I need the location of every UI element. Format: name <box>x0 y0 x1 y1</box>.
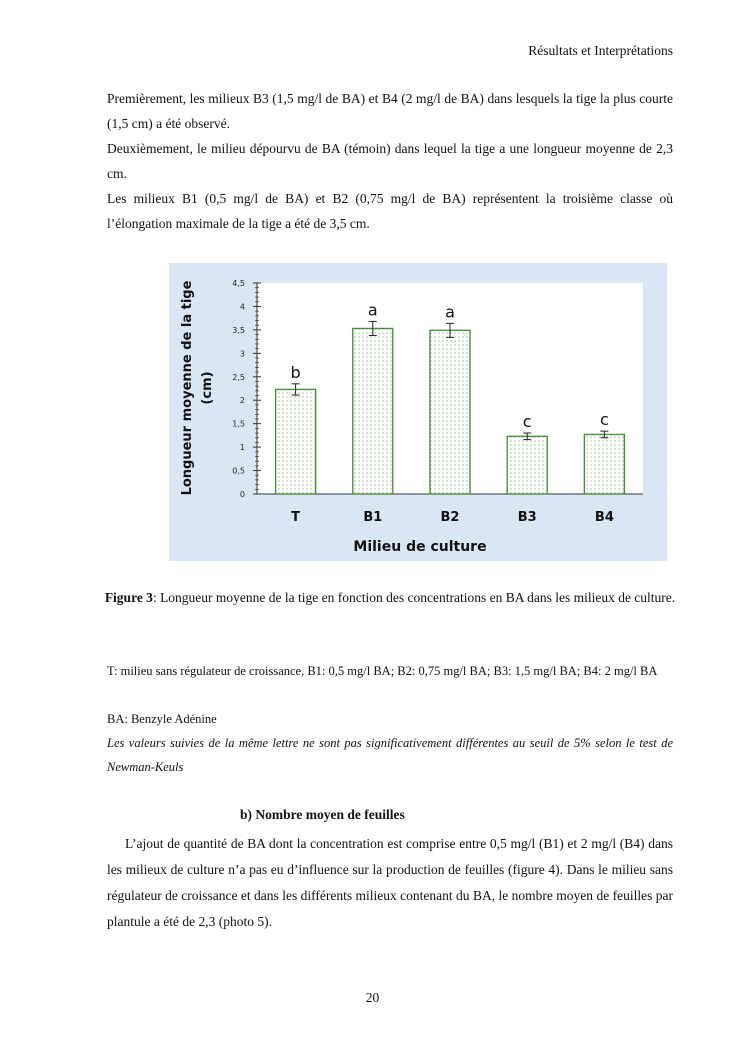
significance-letter-b3: c <box>522 412 532 432</box>
note-ba: BA: Benzyle Adénine <box>107 712 217 726</box>
bar-b3 <box>507 436 547 494</box>
note-statistics: Les valeurs suivies de la même lettre ne sont pas significativement différentes au seuil de 5% selon le test de Newman-Keuls <box>107 736 673 774</box>
y-tick-label: 0 <box>239 490 245 499</box>
bar-b4 <box>584 434 624 494</box>
figure-caption <box>95 585 685 610</box>
x-tick-label-b3: B3 <box>517 510 537 525</box>
figure-3-chart <box>169 263 667 561</box>
y-tick-label: 2 <box>239 396 245 406</box>
x-tick-label-b1: B1 <box>363 510 383 525</box>
note-abbreviations: T: milieu sans régulateur de croissance, B1: 0,5 mg/l BA; B2: 0,75 mg/l BA; B3: 1,5 mg/l BA; B4: 2 mg/l BA <box>107 664 658 678</box>
x-axis-label: Milieu de culture <box>353 539 487 555</box>
paragraph-2: Deuxièmement, le milieu dépourvu de BA (témoin) dans lequel la tige a une longueur moyenne de 2,3 cm. <box>107 141 673 181</box>
section-b-paragraph: L’ajout de quantité de BA dont la concentration est comprise entre 0,5 mg/l (B1) et 2 mg/l (B4) dans les milieux de culture n’a pas eu d’influence sur la production de feuilles (figure 4). Dans le milieu sans régulateur de croissance et dans les différents milieux contenant du BA, le nombre moyen de feuilles par plantule a été de 2,3 (photo 5). <box>107 836 673 929</box>
paragraph-3: Les milieux B1 (0,5 mg/l de BA) et B2 (0,75 mg/l de BA) représentent la troisième classe où l’élongation maximale de la tige a été de 3,5 cm. <box>107 191 673 231</box>
x-tick-label-t: T <box>291 510 301 525</box>
paragraph-1: Premièrement, les milieux B3 (1,5 mg/l de BA) et B4 (2 mg/l de BA) dans lesquels la tige la plus courte (1,5 cm) a été observé. <box>107 91 673 131</box>
y-tick-label: 2,5 <box>232 372 245 382</box>
y-tick-label: 1 <box>239 443 245 453</box>
x-tick-label-b4: B4 <box>594 510 614 525</box>
figure-caption-text: : Longueur moyenne de la tige en fonction des concentrations en BA dans les milieux de culture. <box>152 590 676 605</box>
bar-b2 <box>430 330 470 494</box>
significance-letter-b4: c <box>600 410 609 430</box>
y-tick-label: 0,5 <box>232 466 245 476</box>
page-number: 20 <box>365 990 380 1005</box>
significance-letter-b2: a <box>445 302 455 322</box>
significance-letter-t: b <box>290 362 301 382</box>
y-axis-label-line1: Longueur moyenne de la tige <box>180 280 195 496</box>
running-header: Résultats et Interprétations <box>528 43 673 58</box>
y-tick-label: 1,5 <box>232 419 245 429</box>
bar-t <box>276 389 316 494</box>
section-heading-b: b) Nombre moyen de feuilles <box>240 807 405 822</box>
y-tick-label: 3,5 <box>232 325 245 335</box>
y-tick-label: 3 <box>239 349 245 359</box>
significance-letter-b1: a <box>367 300 378 320</box>
figure-caption-label: Figure 3 <box>104 590 153 605</box>
y-tick-label: 4,5 <box>232 279 245 288</box>
x-tick-label-b2: B2 <box>440 510 460 525</box>
bar-b1 <box>353 328 393 494</box>
y-tick-label: 4 <box>239 302 245 312</box>
bar-chart <box>169 263 667 561</box>
y-axis-label-line2: (cm) <box>200 371 215 405</box>
